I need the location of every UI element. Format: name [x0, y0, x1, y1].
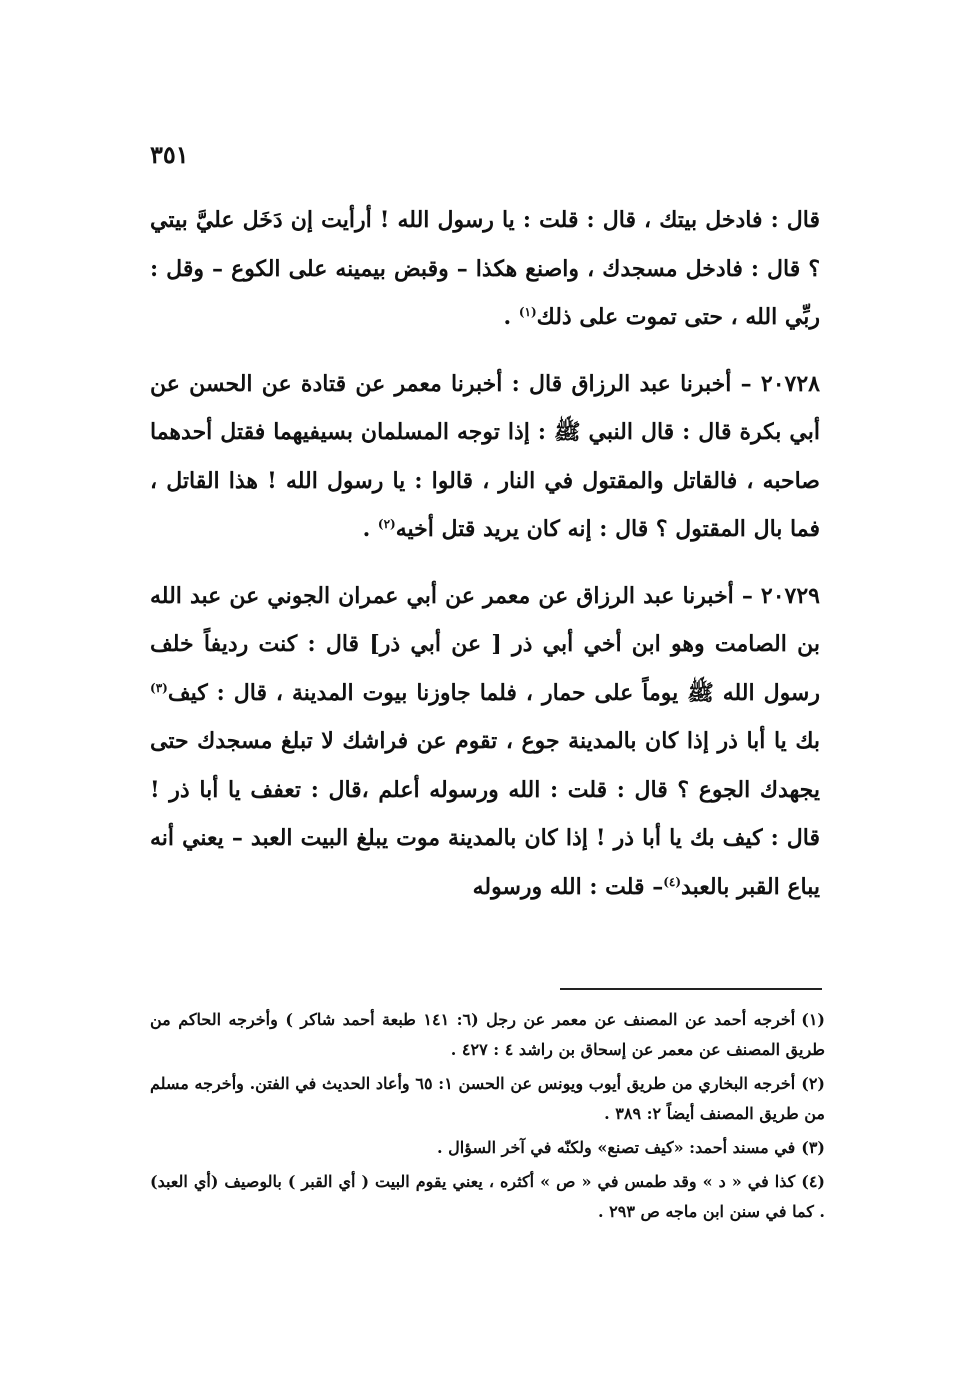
hadith-paragraph	[150, 572, 820, 912]
footnote-marker: (٢)	[801, 1074, 825, 1093]
paragraph-text: قال : فادخل بيتك ، قال : قلت : يا رسول الله ! أرأيت إن دَخَل عليَّ بيتي ؟ قال : فادخل مسجدك ، واصنع هكذا – وقبض بيمينه على الكوع – وقل : ربِّي الله ، حتى تموت على ذلك	[150, 207, 820, 330]
footnote	[150, 1133, 825, 1163]
page-number: ٣٥١	[150, 140, 189, 169]
hadith-number: ٢٠٧٢٩	[760, 582, 820, 609]
footnote	[150, 1069, 825, 1129]
footnote-marker: (٤)	[801, 1172, 825, 1191]
footnote-marker: (٣)	[801, 1138, 825, 1157]
footnote-divider	[560, 988, 822, 990]
footnote	[150, 1167, 825, 1227]
footnote-marker: (١)	[801, 1010, 825, 1029]
paragraph-text: – قلت : الله ورسوله	[472, 873, 664, 900]
paragraph-text: – أخبرنا عبد الرزاق عن معمر عن أبي عمران الجوني عن عبد الله بن الصامت وهو ابن أخي أبي ذر [ عن أبي ذر] قال : كنت رديفاً خلف رسول الله ﷺ يوماً على حمار ، فلما جاوزنا بيوت المدينة ، قال : كيف	[150, 582, 820, 706]
main-text	[150, 196, 820, 911]
paragraph-tail: .	[503, 304, 519, 330]
footnote-ref: (٤)	[663, 874, 682, 889]
footnote-text: أخرجه أحمد عن المصنف عن معمر عن رجل (٦: ١٤١ طبعة أحمد شاكر ) وأخرجه الحاكم من طريق المصنف عن معمر عن إسحاق بن راشد ٤ : ٤٢٧ .	[150, 1010, 825, 1059]
paragraph-text: بك يا أبا ذر إذا كان بالمدينة جوع ، تقوم عن فراشك لا تبلغ مسجدك حتى يجهدك الجوع ؟ قال : قلت : الله ورسوله أعلم ،قال : تعفف يا أبا ذر ! قال : كيف بك يا أبا ذر ! إذا كان بالمدينة موت يبلغ البيت العبد – يعني أنه يباع القبر بالعبد	[150, 728, 820, 900]
footnote-text: كذا في « د » وقد طمس في « ص » أكثره ، يعني يقوم البيت ( أي القبر ) بالوصيف (أي العبد) . كما في سنن ابن ماجه ص ٢٩٣ .	[150, 1172, 825, 1221]
footnote-ref: (٣)	[150, 680, 168, 695]
footnotes	[150, 1005, 825, 1227]
paragraph-tail: .	[362, 516, 378, 542]
footnote-ref: (١)	[518, 305, 537, 319]
paragraph-text: – أخبرنا عبد الرزاق قال : أخبرنا معمر عن قتادة عن الحسن عن أبي بكرة قال : قال النبي ﷺ : إذا توجه المسلمان بسيفيهما فقتل أحدهما صاحبه ، فالقاتل والمقتول في النار ، قالوا : يا رسول الله ! هذا القاتل ، فما بال المقتول ؟ قال : إنه كان يريد قتل أخيه	[150, 370, 820, 542]
paragraph-continuation	[150, 196, 820, 342]
hadith-number: ٢٠٧٢٨	[760, 370, 820, 397]
hadith-paragraph	[150, 360, 820, 554]
footnote-ref: (٢)	[377, 517, 396, 531]
footnote-text: في مسند أحمد: «كيف تصنع» ولكنّه في آخر السؤال .	[437, 1138, 796, 1157]
footnote-text: أخرجه البخاري من طريق أيوب ويونس عن الحسن ١: ٦٥ وأعاد الحديث في الفتن. وأخرجه مسلم من طريق المصنف أيضاً ٢: ٣٨٩ .	[150, 1074, 825, 1123]
footnote	[150, 1005, 825, 1065]
